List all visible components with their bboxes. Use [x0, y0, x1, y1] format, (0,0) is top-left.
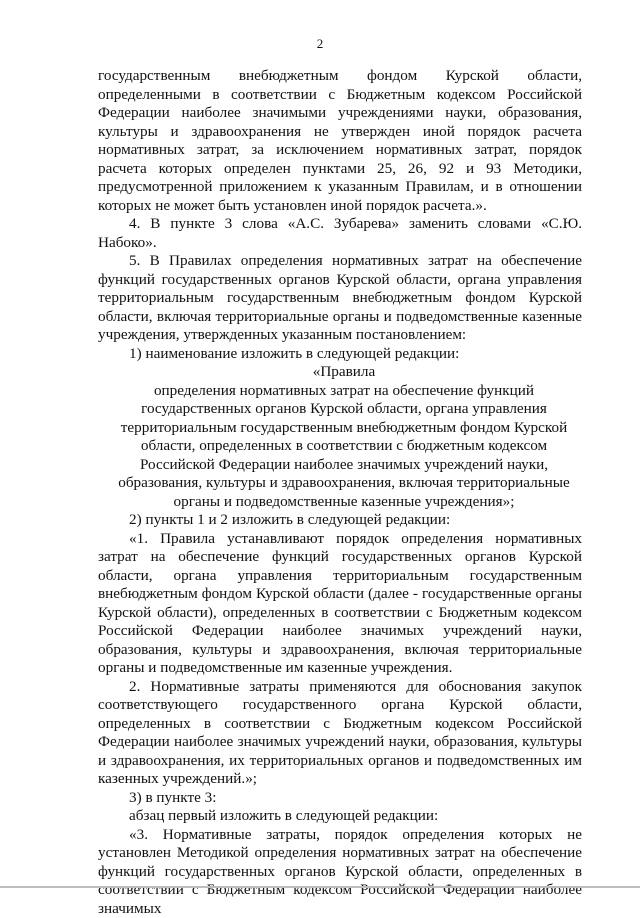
- page-number: 2: [0, 36, 640, 52]
- quoted-clause-2: 2. Нормативные затраты применяются для обоснования закупок соответствующего государственного органа Курской области, определенных в соответствии с Бюджетным кодексом Российской Федерации наиболее значимых учреждений науки, образования, культуры и здравоохранения, их территориальных органов и подведомственных им казенных учреждений.»;: [98, 678, 582, 789]
- document-body: [98, 67, 582, 918]
- quoted-clause-1: «1. Правила устанавливают порядок определения нормативных затрат на обеспечение функций государственных органов Курской области, органа управления территориальным государственным внебюджетным фондом Курской области (далее - государственные органы Курской области), определенных в соответствии с Бюджетным кодексом Российской Федерации наиболее значимых учреждений науки, образования, культуры и здравоохранения, включая территориальные органы и подведомственные им казенные учреждения.: [98, 530, 582, 678]
- subitem-1: 1) наименование изложить в следующей редакции:: [98, 345, 582, 364]
- paragraph-item-4: 4. В пункте 3 слова «А.С. Зубарева» заменить словами «С.Ю. Набоко».: [98, 215, 582, 252]
- subitem-2: 2) пункты 1 и 2 изложить в следующей редакции:: [98, 511, 582, 530]
- rules-title: определения нормативных затрат на обеспечение функций государственных органов Курской области, органа управления территориальным государственным внебюджетным фондом Курской области, определенных в соответствии с бюджетным кодексом Российской Федерации наиболее значимых учреждений науки, образования, культуры и здравоохранения, включая территориальные органы и подведомственные казенные учреждения»;: [98, 382, 582, 512]
- paragraph-first-instruction: абзац первый изложить в следующей редакции:: [98, 807, 582, 826]
- rules-heading: «Правила: [98, 363, 582, 382]
- paragraph-item-5: 5. В Правилах определения нормативных затрат на обеспечение функций государственных органов Курской области, органа управления территориальным государственным внебюджетным фондом Курской области, включая территориальные органы и подведомственные казенные учреждения, утвержденных указанным постановлением:: [98, 252, 582, 345]
- paragraph-continuation: государственным внебюджетным фондом Курской области, определенными в соответствии с Бюджетным кодексом Российской Федерации наиболее значимыми учреждениями науки, образования, культуры и здравоохранения не утвержден иной порядок расчета нормативных затрат, за исключением нормативных затрат, порядок расчета которых определен пунктами 25, 26, 92 и 93 Методики, предусмотренной приложением к указанным Правилам, и в отношении которых не может быть установлен иной порядок расчета.».: [98, 67, 582, 215]
- subitem-3: 3) в пункте 3:: [98, 789, 582, 808]
- quoted-clause-3: «3. Нормативные затраты, порядок определения которых не установлен Методикой определения нормативных затрат на обеспечение функций государственных органов Курской области, определенных в соответствии с Бюджетным кодексом Российской Федерации наиболее значимых: [98, 826, 582, 918]
- page-bottom-divider: [0, 886, 640, 888]
